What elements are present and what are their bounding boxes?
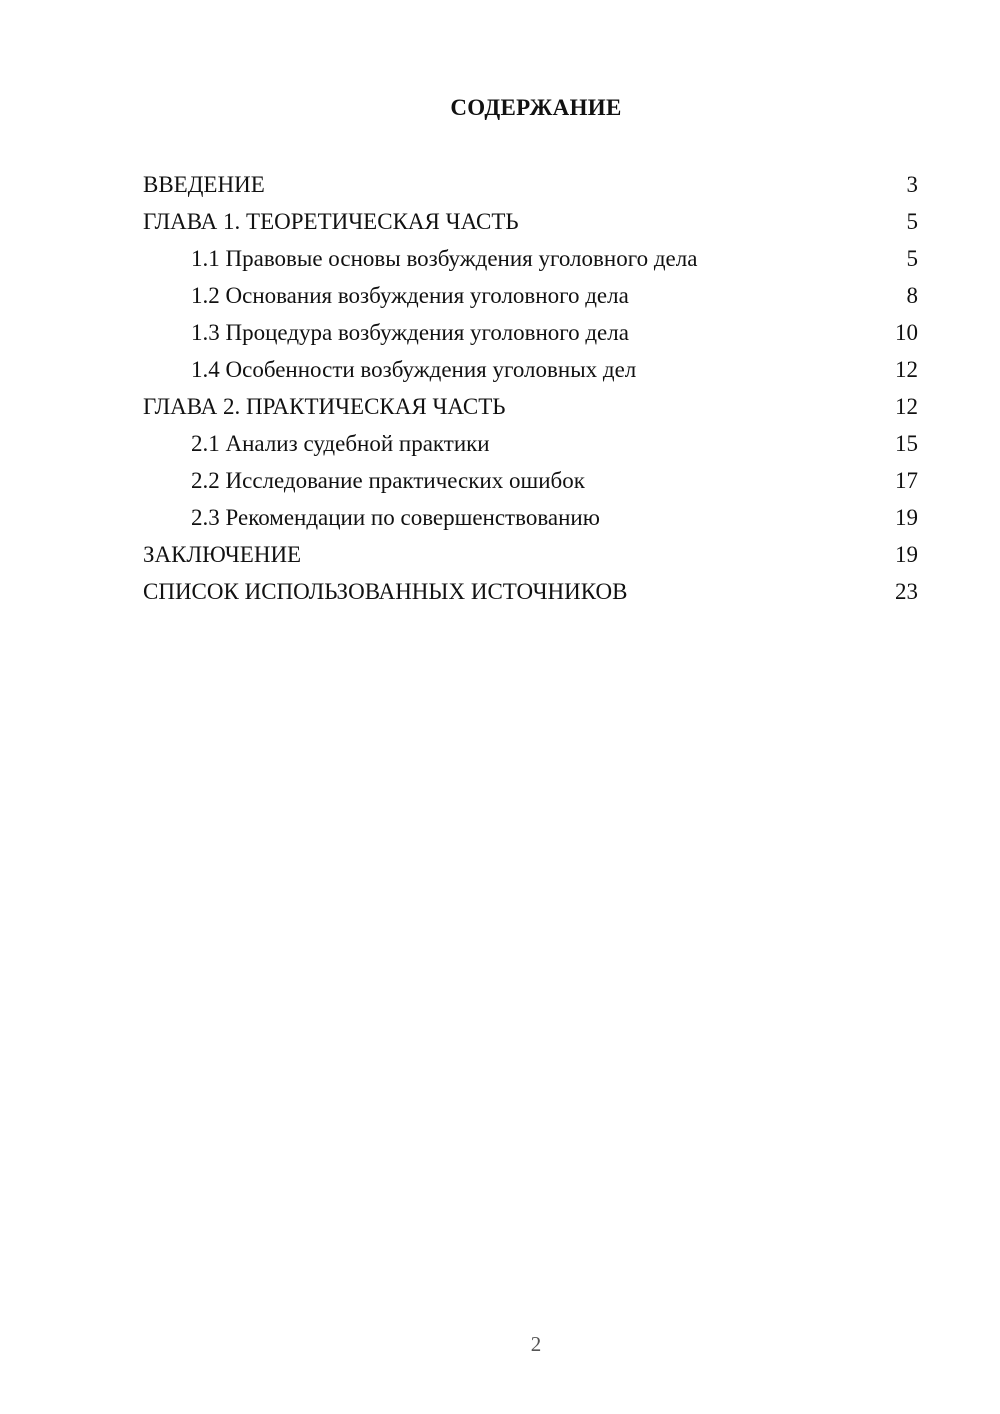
toc-entry[interactable] bbox=[0, 166, 1000, 203]
toc-entry-page: 3 bbox=[906, 172, 918, 197]
toc-entry-page: 8 bbox=[906, 283, 918, 308]
toc-entry-label: ЗАКЛЮЧЕНИЕ bbox=[143, 542, 302, 567]
toc-entry[interactable] bbox=[0, 388, 1000, 425]
toc-entry-label: 1.1 Правовые основы возбуждения уголовного дела bbox=[191, 246, 698, 271]
toc-entry-page: 12 bbox=[895, 394, 918, 419]
toc-entry-label: 2.3 Рекомендации по совершенствованию bbox=[191, 505, 600, 530]
toc-entry[interactable] bbox=[0, 462, 1000, 499]
toc-entry[interactable] bbox=[0, 499, 1000, 536]
toc-entry-page: 5 bbox=[906, 209, 918, 234]
toc-entry[interactable] bbox=[0, 203, 1000, 240]
toc-entry[interactable] bbox=[0, 277, 1000, 314]
toc-entry-label: 1.3 Процедура возбуждения уголовного дела bbox=[191, 320, 629, 345]
toc-entry[interactable] bbox=[0, 425, 1000, 462]
toc-entry-page: 15 bbox=[895, 431, 918, 456]
toc-entry[interactable] bbox=[0, 351, 1000, 388]
toc-entry-label: 2.1 Анализ судебной практики bbox=[191, 431, 490, 456]
toc-entry-label: ГЛАВА 2. ПРАКТИЧЕСКАЯ ЧАСТЬ bbox=[143, 394, 506, 419]
toc-entry-label: 1.4 Особенности возбуждения уголовных дел bbox=[191, 357, 637, 382]
toc-entry-label: 1.2 Основания возбуждения уголовного дела bbox=[191, 283, 629, 308]
toc-entry-label: ВВЕДЕНИЕ bbox=[143, 172, 265, 197]
toc-entry[interactable] bbox=[0, 314, 1000, 351]
page-title: СОДЕРЖАНИЕ bbox=[450, 95, 622, 120]
toc-entry-page: 10 bbox=[895, 320, 918, 345]
toc-entry[interactable] bbox=[0, 240, 1000, 277]
page-number: 2 bbox=[530, 1332, 542, 1356]
toc-entry-label: СПИСОК ИСПОЛЬЗОВАННЫХ ИСТОЧНИКОВ bbox=[143, 579, 628, 604]
toc-entry[interactable] bbox=[0, 573, 1000, 610]
toc-entry[interactable] bbox=[0, 536, 1000, 573]
toc-entry-page: 19 bbox=[895, 505, 918, 530]
toc-entry-page: 17 bbox=[895, 468, 918, 493]
toc-entry-label: 2.2 Исследование практических ошибок bbox=[191, 468, 585, 493]
toc-entry-page: 12 bbox=[895, 357, 918, 382]
toc-entry-label: ГЛАВА 1. ТЕОРЕТИЧЕСКАЯ ЧАСТЬ bbox=[143, 209, 519, 234]
toc-entry-page: 19 bbox=[895, 542, 918, 567]
toc-entry-page: 23 bbox=[895, 579, 918, 604]
table-of-contents bbox=[0, 166, 1000, 610]
toc-entry-page: 5 bbox=[906, 246, 918, 271]
